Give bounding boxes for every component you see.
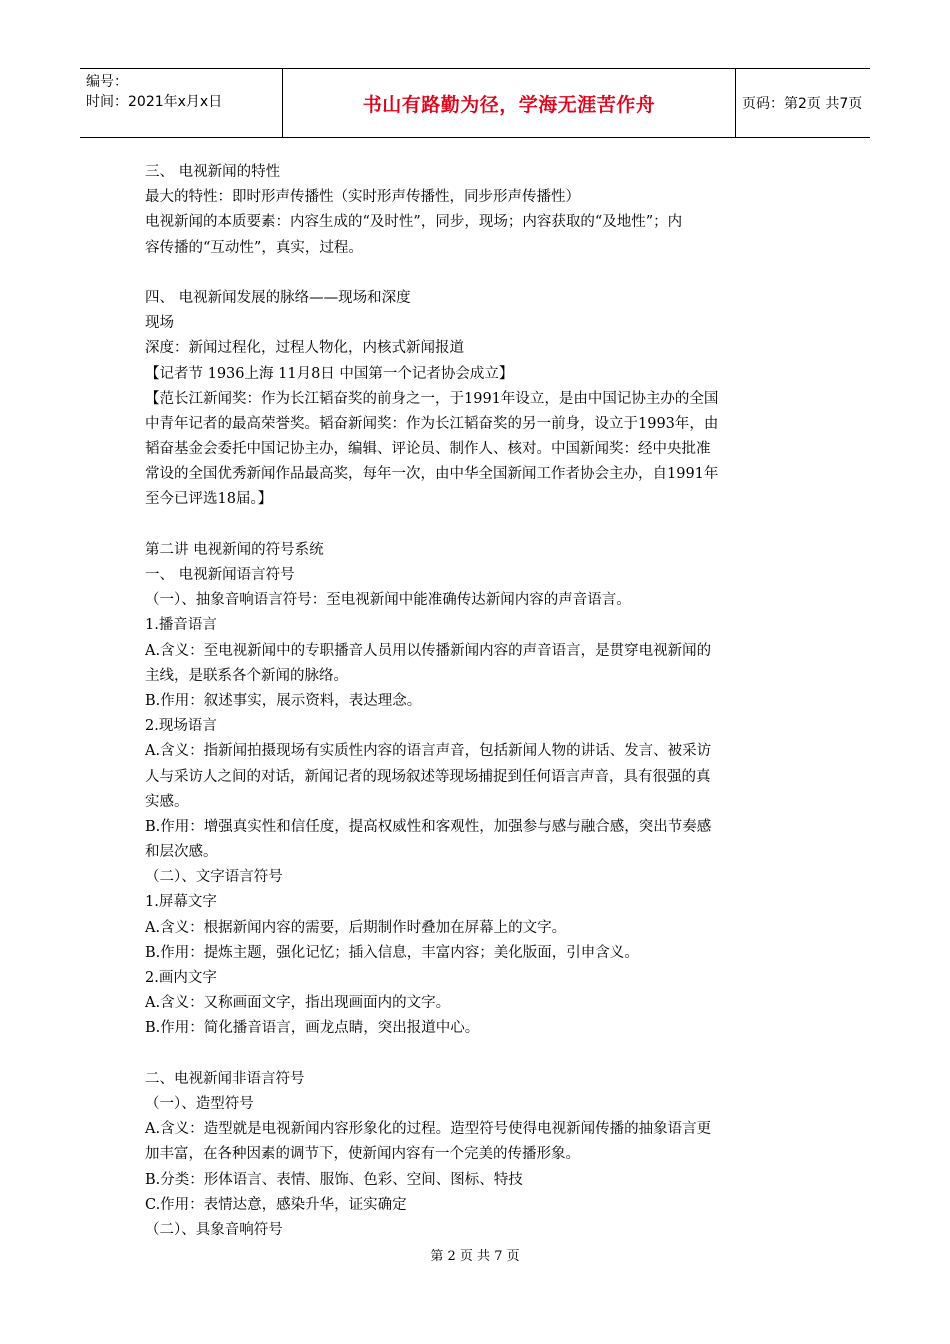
header-page-number: 页码：第2页 共7页	[742, 96, 863, 112]
text-line: 二、电视新闻非语言符号	[145, 1070, 305, 1087]
text-line: 一、 电视新闻语言符号	[145, 567, 295, 583]
text-line: A.含义：根据新闻内容的需要，后期制作时叠加在屏幕上的文字。	[145, 919, 567, 936]
text-line: 1.屏幕文字	[145, 894, 217, 911]
text-line: 2.现场语言	[145, 718, 217, 735]
text-line: B.作用：增强真实性和信任度，提高权威性和客观性，加强参与感与融合感，突出节奏感	[145, 818, 712, 835]
text-line: 最大的特性：即时形声传播性（实时形声传播性，同步形声传播性）	[145, 189, 580, 206]
text-line: 1.播音语言	[145, 617, 217, 634]
text-line: 深度：新闻过程化，过程人物化，内核式新闻报道	[145, 340, 464, 357]
blank-line	[145, 1042, 810, 1067]
text-line: （一）、造型符号	[145, 1095, 254, 1112]
text-line: A.含义：指新闻拍摄现场有实质性内容的语言声音，包括新闻人物的讲话、发言、被采访	[145, 743, 712, 760]
text-line: B.作用：提炼主题，强化记忆；插入信息，丰富内容；美化版面，引申含义。	[145, 944, 639, 961]
text-line: 容传播的“互动性”，真实，过程。	[145, 239, 363, 256]
text-line: 【范长江新闻奖：作为长江韬奋奖的前身之一，于1991年设立，是由中国记协主办的全国	[145, 390, 719, 407]
text-line: 三、 电视新闻的特性	[145, 164, 281, 180]
text-line: C.作用：表情达意，感染升华，证实确定	[145, 1196, 407, 1213]
text-line: 韬奋基金会委托中国记协主办，编辑、评论员、制作人、核对。中国新闻奖：经中央批准	[145, 441, 711, 458]
header-meta-cell	[80, 69, 283, 137]
header-motto: 书山有路勤为径，学海无涯苦作舟	[283, 69, 736, 137]
text-line: 至今已评选18届。】	[145, 491, 273, 508]
text-line: （二）、具象音响符号	[145, 1221, 283, 1238]
blank-line	[145, 513, 810, 538]
text-line: 四、 电视新闻发展的脉络——现场和深度	[145, 289, 411, 306]
text-line: B.作用：简化播音语言，画龙点睛，突出报道中心。	[145, 1020, 480, 1037]
text-line: 和层次感。	[145, 844, 218, 861]
text-line: 加丰富，在各种因素的调节下，使新闻内容有一个完美的传播形象。	[145, 1146, 580, 1163]
date-label: 时间：2021年x月x日	[86, 94, 223, 110]
text-line: 现场	[145, 315, 174, 332]
text-line: 主线，是联系各个新闻的脉络。	[145, 667, 348, 684]
text-line: A.含义：造型就是电视新闻内容形象化的过程。造型符号使得电视新闻传播的抽象语言更	[145, 1121, 712, 1138]
text-line: B.作用：叙述事实，展示资料，表达理念。	[145, 692, 422, 709]
code-label: 编号：	[86, 74, 128, 90]
text-line: A.含义：至电视新闻中的专职播音人员用以传播新闻内容的声音语言，是贯穿电视新闻的	[145, 642, 712, 659]
page-header	[80, 68, 870, 138]
text-line: B.分类：形体语言、表情、服饰、色彩、空间、图标、特技	[145, 1171, 523, 1188]
blank-line	[145, 261, 810, 286]
text-line: 第二讲 电视新闻的符号系统	[145, 541, 324, 558]
document-body	[145, 160, 810, 1243]
page-footer: 第 2 页 共 7 页	[430, 1249, 520, 1264]
text-line: 【记者节 1936上海 11月8日 中国第一个记者协会成立】	[145, 365, 514, 382]
text-line: 2.画内文字	[145, 970, 217, 986]
text-line: 常设的全国优秀新闻作品最高奖，每年一次，由中华全国新闻工作者协会主办，自1991年	[145, 466, 719, 483]
text-line: （一）、抽象音响语言符号：至电视新闻中能准确传达新闻内容的声音语言。	[145, 592, 631, 609]
text-line: 实感。	[145, 793, 189, 810]
text-line: 中青年记者的最高荣誉奖。韬奋新闻奖：作为长江韬奋奖的另一前身，设立于1993年，由	[145, 415, 719, 432]
text-line: 人与采访人之间的对话，新闻记者的现场叙述等现场捕捉到任何语言声音，具有很强的真	[145, 768, 711, 785]
text-line: A.含义：又称画面文字，指出现画面内的文字。	[145, 995, 451, 1012]
text-line: （二）、文字语言符号	[145, 869, 283, 886]
text-line: 电视新闻的本质要素：内容生成的“及时性”，同步，现场；内容获取的“及地性”；内	[145, 214, 683, 231]
